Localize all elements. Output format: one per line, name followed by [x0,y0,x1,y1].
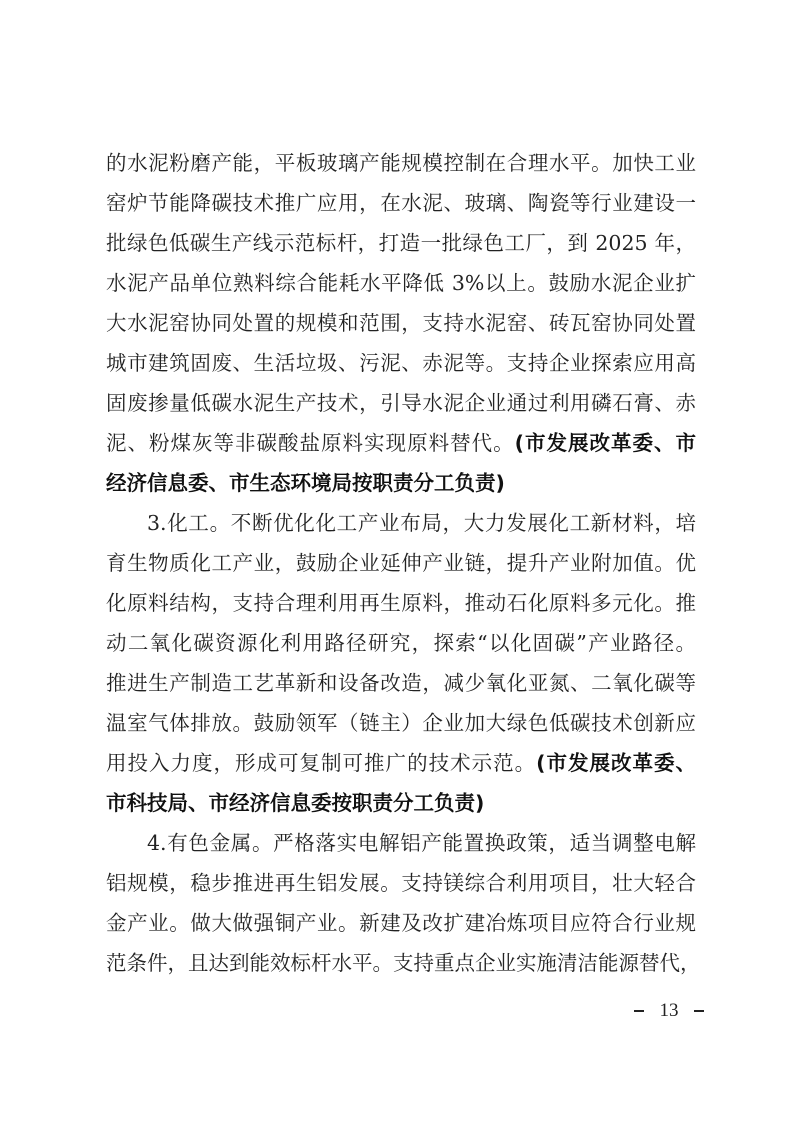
text-line [106,943,701,983]
line-text: 育生物质化工产业，鼓励企业延伸产业链，提升产业附加值。优 [106,551,696,575]
text-line [106,783,696,823]
responsible-departments: 市科技局、市经济信息委按职责分工负责) [106,791,485,815]
text-line [106,263,696,303]
text-line [106,303,696,343]
line-text: 化原料结构，支持合理利用再生原料，推动石化原料多元化。推 [106,591,696,615]
text-line [106,183,696,223]
text-line [106,543,696,583]
text-line [106,583,696,623]
line-text: 大水泥窑协同处置的规模和范围，支持水泥窑、砖瓦窑协同处置 [106,311,696,335]
dash-right [694,1010,704,1012]
text-line [106,143,696,183]
text-line [106,663,696,703]
section-heading-line [106,823,696,863]
document-body [106,143,701,983]
line-text: 温室气体排放。鼓励领军（链主）企业加大绿色低碳技术创新应 [106,711,696,735]
line-text: 的水泥粉磨产能，平板玻璃产能规模控制在合理水平。加快工业 [106,151,696,175]
text-line [106,383,696,423]
text-line [106,223,696,263]
line-text: 窑炉节能降碳技术推广应用，在水泥、玻璃、陶瓷等行业建设一 [106,191,696,215]
page-number [634,1000,704,1022]
line-text: 批绿色低碳生产线示范标杆，打造一批绿色工厂，到 2025 年， [106,231,696,255]
text-line [106,423,696,463]
text-line [106,903,696,943]
text-line [106,343,696,383]
line-text: 泥、粉煤灰等非碳酸盐原料实现原料替代。 [106,431,515,455]
line-text: 推进生产制造工艺革新和设备改造，减少氧化亚氮、二氧化碳等 [106,671,696,695]
line-text: 固废掺量低碳水泥生产技术，引导水泥企业通过利用磷石膏、赤 [106,391,696,415]
line-text: 3.化工。不断优化化工产业布局，大力发展化工新材料，培 [147,511,696,535]
line-text: 水泥产品单位熟料综合能耗水平降低 3%以上。鼓励水泥企业扩 [106,271,696,295]
responsible-departments: 经济信息委、市生态环境局按职责分工负责) [106,471,505,495]
line-text: 动二氧化碳资源化利用路径研究，探索“以化固碳”产业路径。 [106,631,696,655]
line-text: 铝规模，稳步推进再生铝发展。支持镁综合利用项目，壮大轻合 [106,871,696,895]
dash-left [634,1010,644,1012]
line-text: 城市建筑固废、生活垃圾、污泥、赤泥等。支持企业探索应用高 [106,351,696,375]
line-text: 用投入力度，形成可复制可推广的技术示范。 [106,751,537,775]
line-text: 4.有色金属。严格落实电解铝产能置换政策，适当调整电解 [147,831,696,855]
responsible-departments: (市发展改革委、 [536,751,696,775]
text-line [106,743,696,783]
responsible-departments: (市发展改革委、市 [514,431,696,455]
line-text: 金产业。做大做强铜产业。新建及改扩建冶炼项目应符合行业规 [106,911,696,935]
text-line [106,863,696,903]
section-heading-line [106,503,696,543]
text-line [106,703,696,743]
text-line [106,463,696,503]
line-text: 范条件，且达到能效标杆水平。支持重点企业实施清洁能源替代， [106,951,701,975]
text-line [106,623,696,663]
page-number-value: 13 [659,1000,679,1021]
